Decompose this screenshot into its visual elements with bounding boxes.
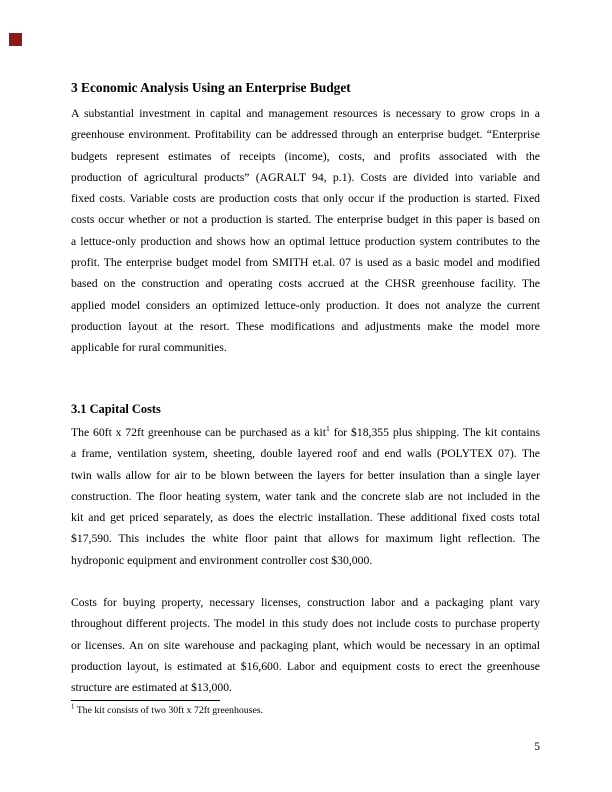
text-line: budgets represent estimates of receipts (income), costs, and profits associated with the — [71, 149, 540, 163]
text-line: Costs for buying property, necessary licenses, construction labor and a packaging plant vary — [71, 596, 540, 609]
annotation-marker — [9, 33, 22, 46]
other-costs-paragraph — [71, 592, 540, 698]
text-line: applicable for rural communities. — [71, 341, 227, 355]
capital-costs-paragraph — [71, 422, 540, 571]
text-line: twin walls allow for air to be blown between the layers for better insulation than a single layer — [71, 468, 540, 482]
footnote-separator — [71, 700, 220, 701]
text-line: structure are estimated at $13,000. — [71, 681, 232, 695]
footnote-reference: 1 — [325, 424, 330, 434]
text-line: production layout at the resort. These modifications and adjustments make the model more — [71, 319, 540, 333]
text-line: or licenses. An on site warehouse and packaging plant, which would be necessary in an optimal — [71, 638, 540, 652]
text-line: $17,590. This includes the white floor paint that allows for maximum light reflection. The — [71, 532, 540, 546]
intro-paragraph — [71, 103, 540, 359]
subsection-heading: 3.1 Capital Costs — [71, 402, 161, 416]
text-line: construction. The floor heating system, water tank and the concrete slab are not included in the — [71, 489, 540, 503]
text-line: production of agricultural products” (AGRALT 94, p.1). Costs are divided into variable and — [71, 170, 540, 184]
text-line: a frame, ventilation system, sheeting, double layered roof and end walls (POLYTEX 07). The — [71, 447, 540, 461]
footnote — [71, 704, 540, 718]
text-segment: for $18,355 plus shipping. The kit contains — [329, 426, 540, 439]
text-line: hydroponic equipment and environment controller cost $30,000. — [71, 553, 373, 567]
text-line: profit. The enterprise budget model from SMITH et.al. 07 is used as a basic model and modified — [71, 256, 540, 270]
section-heading: 3 Economic Analysis Using an Enterprise Budget — [71, 80, 351, 95]
footnote-text: The kit consists of two 30ft x 72ft greenhouses. — [76, 705, 264, 716]
footnote-marker: 1 — [71, 703, 75, 711]
text-line — [71, 422, 540, 443]
text-line: costs occur whether or not a production is started. The enterprise budget in this paper is based on — [71, 213, 540, 227]
text-line: based on the construction and operating costs accrued at the CHSR greenhouse facility. The — [71, 277, 540, 291]
text-segment: The 60ft x 72ft greenhouse can be purchased as a kit — [71, 426, 326, 439]
text-line: applied model considers an optimized lettuce-only production. It does not analyze the current — [71, 298, 540, 312]
text-line: greenhouse environment. Profitability can be addressed through an enterprise budget. “Enterprise — [71, 128, 540, 142]
text-line: fixed costs. Variable costs are production costs that only occur if the production is started. Fixed — [71, 192, 540, 206]
text-line: throughout different projects. The model in this study does not include costs to purchase property — [71, 617, 540, 631]
page-number: 5 — [534, 741, 540, 753]
text-line: A substantial investment in capital and management resources is necessary to grow crops in a — [71, 107, 540, 120]
text-line: kit and get priced separately, as does the electric installation. These additional fixed costs total — [71, 511, 540, 525]
text-line: production layout, is estimated at $16,600. Labor and equipment costs to erect the greenhouse — [71, 659, 540, 673]
text-line: a lettuce-only production and shows how an optimal lettuce production system contributes to the — [71, 234, 540, 248]
